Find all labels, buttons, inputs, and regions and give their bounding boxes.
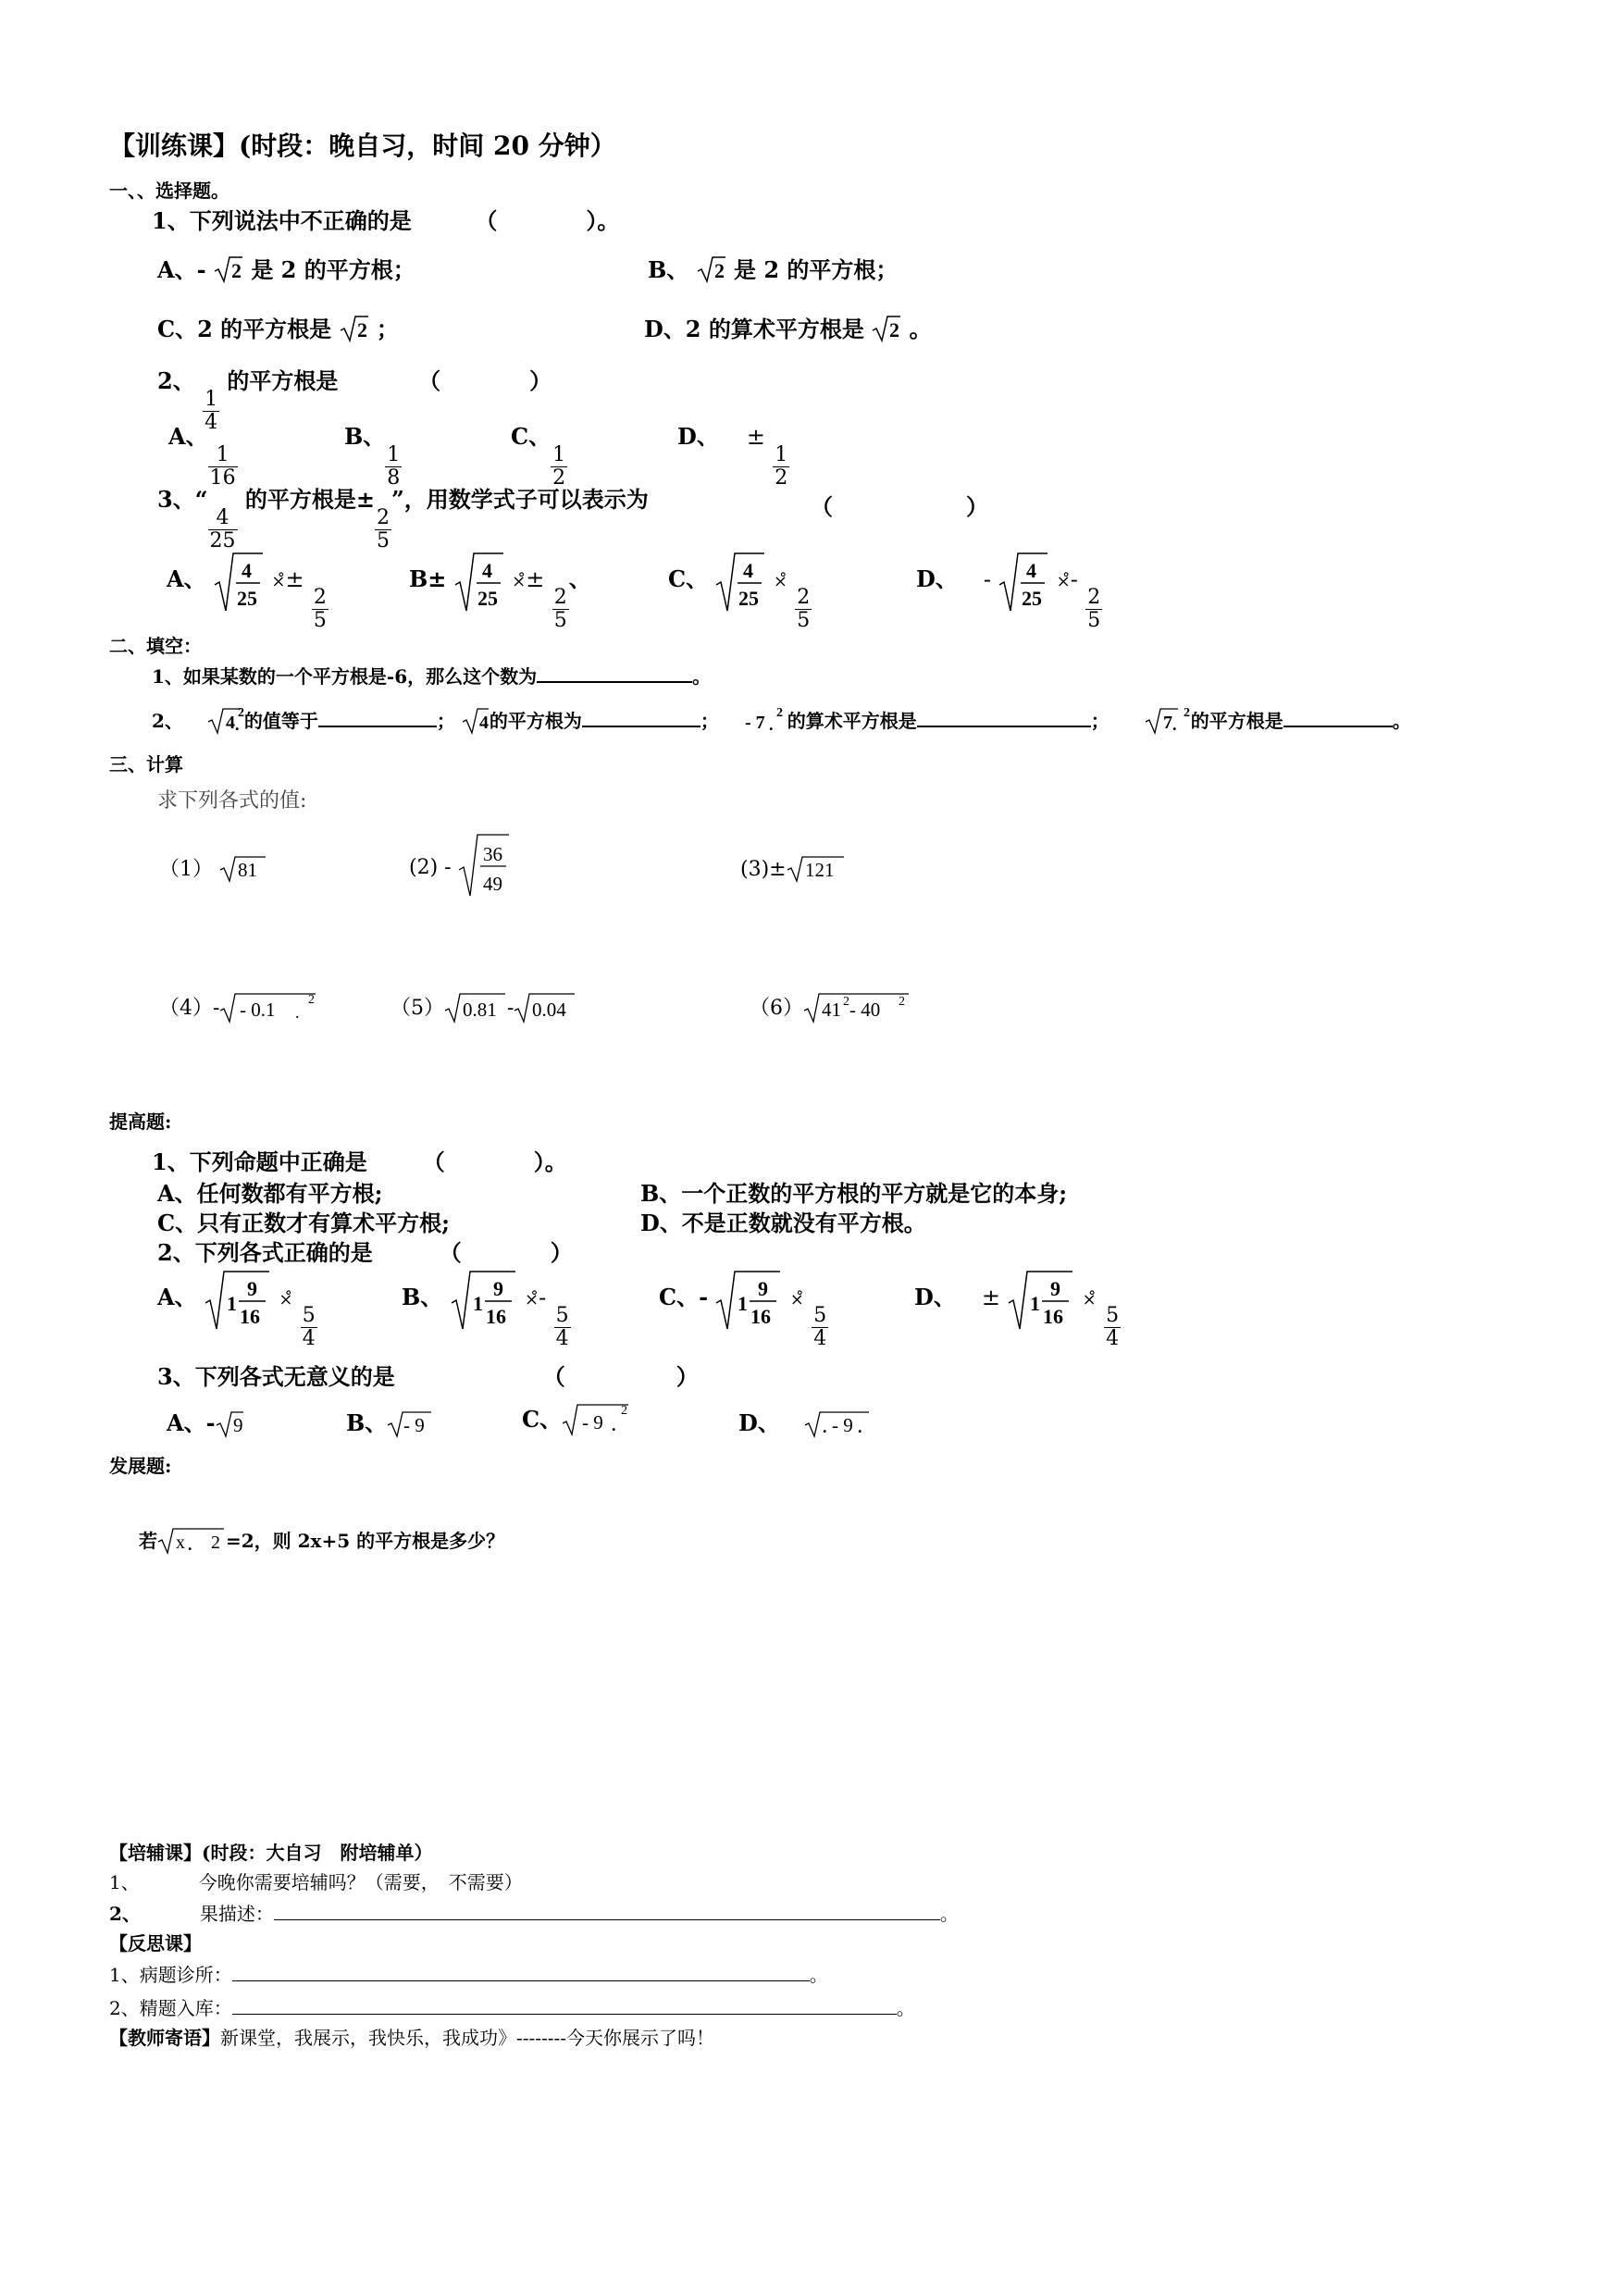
radical-icon: [207, 703, 244, 735]
svg-text:0.81: 0.81: [463, 999, 497, 1021]
power-expr: [745, 703, 787, 735]
svg-text:4: 4: [241, 559, 252, 582]
svg-text:16: 16: [239, 1305, 260, 1328]
fill-q2-blank-2[interactable]: [582, 703, 700, 727]
training-title: 【训练课】(时段：晚自习，时间 20 分钟）: [109, 130, 616, 161]
radical-icon: [205, 1270, 271, 1331]
development-question: 若 x . 2 =2，则 2x+5 的平方根是多少？: [139, 1523, 504, 1555]
svg-text:0.04: 0.04: [532, 999, 567, 1021]
radical-icon: [219, 988, 321, 1024]
adv-q2-option-d: D、 ± 1 9 16 ×̊ $\frac{5}{4}$: [914, 1270, 1121, 1350]
adv-q2-option-c: C、- 1 9 16 ×̊ $\frac{5}{4}$: [659, 1270, 828, 1350]
radical-icon: [562, 1399, 632, 1436]
svg-text:2: 2: [1183, 706, 1190, 720]
adv-q1-option-c: C、只有正数才有算术平方根;: [157, 1210, 450, 1236]
svg-text:.: .: [612, 1416, 616, 1434]
q1-option-c: C、2 的平方根是 2 ；: [157, 316, 399, 342]
svg-text:1: 1: [226, 1292, 237, 1315]
svg-text:2: 2: [775, 706, 783, 720]
calc-intro: 求下列各式的值:: [157, 789, 307, 813]
svg-text:2: 2: [843, 995, 849, 1009]
svg-text:- 9: - 9: [582, 1411, 603, 1433]
q2-stem: 2、 $\frac{1}{4}$ 的平方根是 （ ）: [157, 367, 552, 434]
svg-text:- 9: - 9: [831, 1414, 853, 1436]
section-choice-heading: 一、、选择题。: [109, 180, 229, 202]
fraction: $\frac{1}{16}$: [209, 443, 236, 490]
q2-option-a: A、 $\frac{1}{16}$: [168, 423, 236, 490]
q2-option-b: B、 $\frac{1}{8}$: [344, 423, 401, 490]
q3-option-c: C、 4 25 ×̊ $\frac{2}{5}$: [668, 552, 812, 632]
svg-text:.: .: [188, 1535, 192, 1554]
radical-icon: [697, 255, 726, 283]
advanced-title: 提高题:: [109, 1111, 172, 1133]
svg-text:.: .: [234, 715, 240, 734]
svg-text:2: 2: [713, 259, 725, 282]
svg-text:9: 9: [1050, 1277, 1061, 1300]
radical-icon: [219, 851, 267, 883]
fill-q2-blank-4[interactable]: [1283, 703, 1393, 727]
svg-text:25: 25: [738, 587, 760, 610]
svg-text:1: 1: [472, 1292, 483, 1315]
fraction: $\frac{2}{5}$: [1087, 586, 1101, 632]
radical-icon: [787, 851, 846, 883]
svg-text:.: .: [768, 715, 774, 734]
radical-icon: [214, 552, 264, 613]
fraction: $\frac{2}{5}$: [553, 586, 567, 632]
svg-text:.: .: [822, 1418, 827, 1436]
radical-icon: [1145, 703, 1191, 735]
radical-icon: [340, 315, 369, 342]
svg-text:9: 9: [246, 1277, 257, 1300]
q3-option-d: D、 - 4 25 ×̊- $\frac{2}{5}$: [916, 552, 1102, 632]
svg-text:x: x: [176, 1533, 185, 1553]
svg-text:.: .: [1172, 715, 1177, 734]
adv-q3-option-a: A、- 9: [167, 1405, 245, 1438]
q3-paren: （ ）: [811, 493, 988, 520]
svg-text:2: 2: [356, 318, 367, 341]
svg-text:2: 2: [621, 1404, 628, 1418]
q1-option-d: D、2 的算术平方根是 2 。: [644, 316, 932, 342]
adv-q1-option-a: A、任何数都有平方根;: [157, 1180, 383, 1207]
svg-text:25: 25: [477, 587, 498, 610]
svg-text:1: 1: [1030, 1292, 1041, 1315]
adv-q1-option-d: D、不是正数就没有平方根。: [640, 1210, 926, 1236]
fill-q1-blank[interactable]: [537, 659, 692, 683]
section-calc-heading: 三、计算: [109, 753, 183, 776]
svg-text:16: 16: [1043, 1305, 1064, 1328]
svg-text:- 7: - 7: [744, 713, 765, 733]
fraction: $\frac{5}{4}$: [302, 1304, 316, 1350]
tutoring-line-2: 2、 果描述： 。: [109, 1899, 959, 1926]
q1-option-b: B、 2 是 2 的平方根；: [648, 256, 899, 283]
reflection-title: 【反思课】: [109, 1932, 202, 1955]
svg-text:2: 2: [237, 706, 244, 720]
svg-text:16: 16: [750, 1305, 772, 1328]
fraction: $\frac{4}{25}$: [209, 506, 236, 552]
calc-item-1: （1） 81: [159, 851, 267, 883]
svg-text:9: 9: [758, 1277, 769, 1300]
svg-text:1: 1: [738, 1292, 749, 1315]
svg-text:2: 2: [230, 259, 242, 282]
adv-q2-option-a: A、 1 9 16 ×̊ $\frac{5}{4}$: [157, 1270, 317, 1350]
fraction: $\frac{2}{5}$: [313, 586, 327, 632]
svg-text:4: 4: [1026, 559, 1037, 582]
q1-option-a: A、- 2 是 2 的平方根；: [157, 256, 415, 283]
adv-q2-stem: 2、下列各式正确的是 （ ）: [157, 1239, 573, 1266]
radical-icon: [514, 988, 576, 1024]
radical-icon: [458, 833, 510, 898]
svg-text:- 9: - 9: [403, 1414, 426, 1436]
calc-item-3: (3)± 121: [740, 851, 846, 883]
svg-text:9: 9: [232, 1414, 243, 1436]
radical-icon: [803, 988, 911, 1024]
radical-icon: [715, 1270, 782, 1331]
calc-item-5: （5） 0.81 - 0.04: [391, 988, 576, 1024]
fraction: $\frac{5}{4}$: [1106, 1304, 1120, 1350]
fraction: $\frac{5}{4}$: [813, 1304, 827, 1350]
fill-q2: 2、 4 . 2 的值等于 ； 4 的平方根为 ； - 7 . 2 的算术平方根是 ； 7 . 2 的平方根是 。: [152, 703, 1411, 735]
svg-text:2: 2: [308, 993, 316, 1007]
svg-text:- 40: - 40: [849, 999, 881, 1021]
tutoring-title: 【培辅课】(时段：大自习 附培辅单）: [109, 1842, 433, 1864]
svg-text:81: 81: [238, 859, 257, 881]
adv-q3-stem: 3、下列各式无意义的是 （ ）: [157, 1363, 699, 1390]
fill-q2-blank-1[interactable]: [318, 703, 437, 727]
adv-q3-option-d: D、 . - 9 .: [738, 1405, 871, 1438]
reflection-line-1: 1、病题诊所： 。: [109, 1960, 828, 1987]
development-title: 发展题:: [109, 1455, 172, 1477]
svg-text:16: 16: [485, 1305, 506, 1328]
svg-text:4: 4: [743, 559, 754, 582]
reflection-diagnosis-blank[interactable]: [232, 1960, 810, 1981]
reflection-line-2: 2、精题入库： 。: [109, 1993, 915, 2020]
svg-text:121: 121: [804, 859, 835, 881]
adv-q1-stem: 1、下列命题中正确是 （ ）。: [152, 1148, 567, 1175]
svg-text:2: 2: [889, 318, 900, 341]
radical-icon: [451, 1270, 517, 1331]
q2-option-d: D、 ± $\frac{1}{2}$: [677, 423, 788, 490]
svg-text:.: .: [295, 1003, 300, 1022]
radical-icon: [715, 552, 765, 613]
fraction: $\frac{1}{2}$: [775, 443, 788, 490]
svg-text:9: 9: [492, 1277, 503, 1300]
calc-item-2: (2) - 36 49: [409, 833, 510, 898]
radical-icon: [872, 315, 901, 342]
svg-text:2: 2: [211, 1533, 220, 1553]
svg-text:7: 7: [1162, 713, 1172, 733]
adv-q1-option-b: B、一个正数的平方根的平方就是它的本身;: [640, 1180, 1068, 1207]
svg-text:25: 25: [236, 587, 257, 610]
q3-option-a: A、 4 25 ×̊± $\frac{2}{5}$: [167, 552, 329, 632]
svg-text:49: 49: [482, 873, 502, 895]
fraction: $\frac{1}{2}$: [552, 443, 566, 490]
calc-item-4: （4）- - 0.1 . 2: [159, 988, 321, 1024]
tutoring-result-blank[interactable]: [274, 1899, 940, 1920]
teacher-message: 【教师寄语】新课堂，我展示，我快乐，我成功》--------今天你展示了吗！: [109, 2027, 715, 2049]
radical-icon: [462, 703, 490, 735]
svg-text:2: 2: [899, 995, 905, 1009]
radical-icon: [998, 552, 1048, 613]
q3-stem: 3、“ $\frac{4}{25}$ 的平方根是± $\frac{2}{5}$ ”，用数学式子可以表示为: [157, 486, 649, 552]
radical-icon: [216, 1407, 245, 1438]
tutoring-line-1: 1、 今晚你需要培辅吗？（需要， 不需要）: [109, 1871, 523, 1893]
svg-text:25: 25: [1022, 587, 1043, 610]
q3-option-b: B± 4 25 ×̊± $\frac{2}{5}$ 、: [409, 552, 591, 632]
fill-q1: 1、如果某数的一个平方根是-6，那么这个数为 。: [152, 659, 711, 689]
svg-text:4: 4: [481, 559, 492, 582]
fraction: $\frac{2}{5}$: [376, 506, 390, 552]
radical-icon: [214, 255, 243, 283]
svg-text:4: 4: [478, 713, 489, 733]
radical-icon: [387, 1407, 433, 1438]
fraction: $\frac{1}{8}$: [387, 443, 401, 490]
q1-stem: 1、下列说法中不正确的是 （ ）。: [152, 207, 620, 234]
radical-icon: [1008, 1270, 1074, 1331]
radical-icon: [454, 552, 504, 613]
radical-icon: [157, 1523, 226, 1555]
svg-text:41: 41: [822, 999, 841, 1021]
fraction: $\frac{5}{4}$: [555, 1304, 569, 1350]
adv-q2-option-b: B、 1 9 16 ×̊- $\frac{5}{4}$: [402, 1270, 571, 1350]
radical-icon: [804, 1407, 871, 1438]
section-fill-heading: 二、填空：: [109, 635, 202, 657]
svg-text:4: 4: [225, 713, 235, 733]
svg-text:36: 36: [482, 843, 502, 865]
svg-text:- 0.1: - 0.1: [240, 999, 276, 1021]
calc-item-6: （6） 41 2 - 40 2: [750, 988, 911, 1024]
adv-q3-option-b: B、 - 9: [346, 1405, 433, 1438]
fill-q2-blank-3[interactable]: [917, 703, 1091, 727]
q2-option-c: C、 $\frac{1}{2}$: [511, 423, 566, 490]
radical-icon: [444, 988, 507, 1024]
adv-q3-option-c: C、 - 9 . 2: [522, 1399, 632, 1436]
fraction: $\frac{2}{5}$: [797, 586, 811, 632]
svg-text:.: .: [857, 1418, 862, 1436]
fraction: $\frac{1}{4}$: [205, 388, 218, 434]
reflection-store-blank[interactable]: [232, 1993, 897, 2015]
